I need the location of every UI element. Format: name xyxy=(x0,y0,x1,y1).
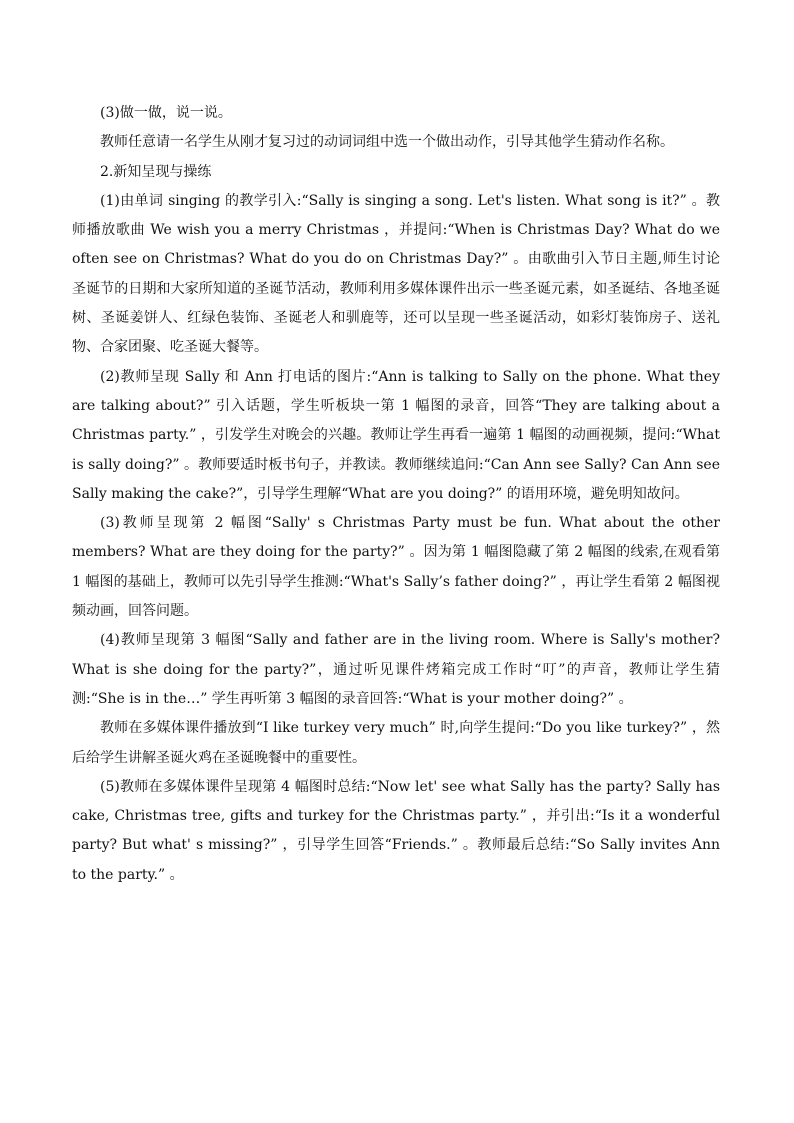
document-page xyxy=(72,99,720,890)
paragraph-new-5: (5)教师在多媒体课件呈现第 4 幅图时总结:“Now let' see what Sally has the party? Sally has cake, Christmas tree, gifts and turkey for the Christmas party.” ，并引出:“Is it a wonderful party? But what' s missing?” ，引导学生回答“Friends.” 。教师最后总结:“So Sally invites Ann to the party.” 。 xyxy=(72,778,720,883)
paragraph-turkey-note: 教师在多媒体课件播放到“I like turkey very much” 时,向学生提问:“Do you like turkey?” ，然后给学生讲解圣诞火鸡在圣诞晚餐中的重要性。 xyxy=(72,720,720,766)
paragraph-new-3: (3)教师呈现第 2 幅图“Sally' s Christmas Party must be fun. What about the other members? What are they doing for the party?” 。因为第 1 幅图隐藏了第 2 幅图的线索,在观看第 1 幅图的基础上，教师可以先引导学生推测:“What's Sally’s father doing?” ，再让学生看第 2 幅图视频动画，回答问题。 xyxy=(72,515,720,620)
paragraph-step-3-description: 教师任意请一名学生从刚才复习过的动词词组中选一个做出动作，引导其他学生猜动作名称。 xyxy=(100,134,674,151)
paragraph-new-4: (4)教师呈现第 3 幅图“Sally and father are in the living room. Where is Sally's mother? What is she doing for the party?”，通过听见课件烤箱完成工作时“叮”的声音，教师让学生猜测:“She is in the…” 学生再听第 3 幅图的录音回答:“What is your mother doing?” 。 xyxy=(72,632,720,707)
paragraph-new-2: (2)教师呈现 Sally 和 Ann 打电话的图片:“Ann is talking to Sally on the phone. What they are talking about?” 引入话题，学生听板块一第 1 幅图的录音，回答“They are talking about a Christmas party.” ，引发学生对晚会的兴趣。教师让学生再看一遍第 1 幅图的动画视频，提问:“What is sally doing?” 。教师要适时板书句子，并教读。教师继续追问:“Can Ann see Sally? Can Ann see Sally making the cake?”，引导学生理解“What are you doing?” 的语用环境，避免明知故问。 xyxy=(72,368,720,502)
section-heading-new-knowledge: 2.新知呈现与操练 xyxy=(100,163,212,180)
paragraph-step-3-heading: (3)做一做，说一说。 xyxy=(100,105,232,121)
paragraph-new-1: (1)由单词 singing 的教学引入:“Sally is singing a song. Let's listen. What song is it?” 。教师播放歌曲 We wish you a merry Christmas ，并提问:“When is Christmas Day? What do we often see on Christmas? What do you do on Christmas Day?” 。由歌曲引入节日主题,师生讨论圣诞节的日期和大家所知道的圣诞节活动，教师利用多媒体课件出示一些圣诞元素，如圣诞结、各地圣诞树、圣诞姜饼人、红绿色装饰、圣诞老人和驯鹿等，还可以呈现一些圣诞活动，如彩灯装饰房子、送礼物、合家团聚、吃圣诞大餐等。 xyxy=(72,192,720,356)
